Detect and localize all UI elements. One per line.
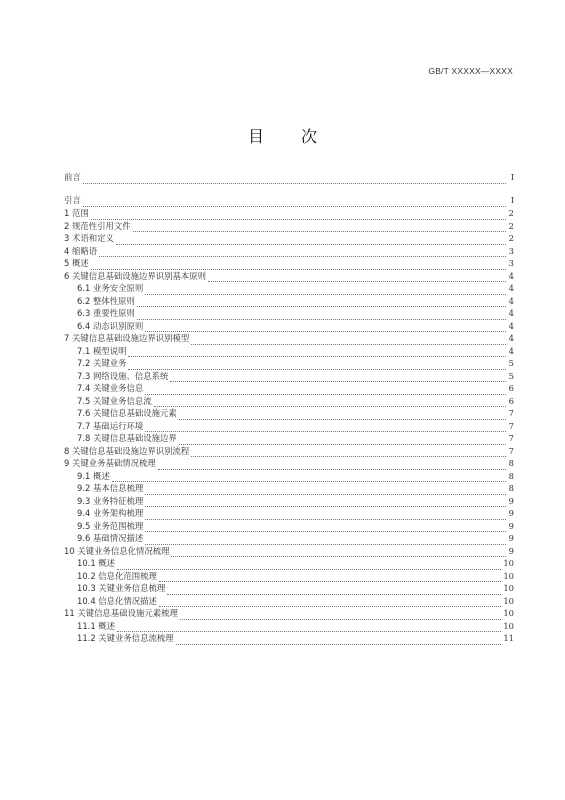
toc-page-number: 4 bbox=[508, 283, 514, 293]
dot-leader bbox=[145, 523, 506, 532]
dot-leader bbox=[179, 411, 506, 420]
dot-leader bbox=[159, 598, 501, 607]
toc-page-number: 2 bbox=[508, 208, 514, 218]
dot-leader bbox=[116, 236, 506, 245]
toc-page-number: 10 bbox=[503, 595, 514, 606]
toc-entry[interactable] bbox=[64, 607, 514, 620]
toc-entry-text: 11 关键信息基础设施元素梳理 bbox=[64, 608, 178, 618]
dot-leader bbox=[191, 448, 506, 457]
dot-leader bbox=[176, 636, 502, 645]
toc-page-number: 4 bbox=[508, 345, 514, 356]
dot-leader bbox=[91, 211, 506, 220]
dot-leader bbox=[167, 586, 501, 595]
dot-leader bbox=[170, 373, 506, 382]
dot-leader bbox=[128, 361, 506, 370]
toc-page-number: 7 bbox=[508, 420, 514, 431]
toc-entry[interactable] bbox=[64, 270, 514, 283]
toc-entry-text: 10.2 信息化范围梳理 bbox=[77, 570, 157, 581]
toc-entry[interactable] bbox=[64, 632, 514, 645]
toc-page-number: 4 bbox=[508, 308, 514, 318]
toc-page-number: 7 bbox=[508, 433, 514, 443]
toc-entry[interactable] bbox=[64, 520, 514, 533]
toc-entry-text: 10.1 概述 bbox=[77, 558, 116, 568]
dot-leader bbox=[145, 423, 506, 432]
toc-entry-text: 9.6 基础情况描述 bbox=[77, 533, 144, 543]
toc-entry-text: 7.5 关键业务信息流 bbox=[77, 395, 152, 406]
toc-entry-text: 9.3 业务特征梳理 bbox=[77, 495, 144, 506]
dot-leader bbox=[145, 486, 506, 495]
toc-page-number: 9 bbox=[508, 545, 514, 556]
toc-page-number: 7 bbox=[508, 445, 514, 456]
toc-entry[interactable] bbox=[64, 445, 514, 458]
toc-entry-text: 4 缩略语 bbox=[64, 245, 98, 256]
toc-entry[interactable] bbox=[64, 432, 514, 445]
toc-entry-text: 9.4 业务架构梳理 bbox=[77, 508, 144, 518]
dot-leader bbox=[128, 348, 506, 357]
toc-entry[interactable] bbox=[64, 295, 514, 308]
toc-page-number: 10 bbox=[503, 620, 514, 631]
dot-leader bbox=[133, 223, 506, 232]
toc-entry[interactable] bbox=[64, 495, 514, 508]
toc-entry-text: 9 关键业务基础情况梳理 bbox=[64, 458, 156, 468]
toc-entry-text: 9.2 基本信息梳理 bbox=[77, 483, 144, 493]
toc-entry[interactable] bbox=[64, 507, 514, 520]
toc-entry[interactable] bbox=[64, 245, 514, 258]
toc-entry-text: 3 术语和定义 bbox=[64, 233, 114, 243]
toc-page-number: 4 bbox=[508, 295, 514, 306]
toc-entry[interactable] bbox=[64, 557, 514, 570]
toc-entry[interactable] bbox=[64, 545, 514, 558]
toc-entry-text: 2 规范性引用文件 bbox=[64, 220, 131, 231]
toc-page-number: 6 bbox=[508, 383, 514, 393]
toc-entry-text: 6 关键信息基础设施边界识别基本原则 bbox=[64, 270, 206, 281]
toc-entry-text: 10.4 信息化情况描述 bbox=[77, 595, 157, 606]
page-title: 目 次 bbox=[247, 127, 334, 146]
toc-page-number: 9 bbox=[508, 508, 514, 518]
toc-entry[interactable] bbox=[64, 232, 514, 245]
toc-entry[interactable] bbox=[64, 320, 514, 333]
toc-page-number: 9 bbox=[508, 495, 514, 506]
dot-leader bbox=[145, 536, 506, 545]
toc-entry-text: 6.1 业务安全原则 bbox=[77, 283, 144, 293]
toc-entry[interactable] bbox=[64, 171, 514, 184]
dot-leader bbox=[145, 286, 506, 295]
toc-entry-text: 7.6 关键信息基础设施元素 bbox=[77, 408, 177, 418]
toc-page-number: 8 bbox=[508, 458, 514, 468]
dot-leader bbox=[99, 248, 506, 257]
toc-entry-text: 9.1 概述 bbox=[77, 470, 110, 481]
dot-leader bbox=[137, 311, 506, 320]
toc-page-number: 7 bbox=[508, 408, 514, 418]
dot-leader bbox=[208, 273, 506, 282]
table-of-contents bbox=[64, 171, 514, 645]
dot-leader bbox=[145, 498, 506, 507]
toc-entry[interactable] bbox=[64, 357, 514, 370]
toc-page-number: 4 bbox=[508, 333, 514, 343]
dot-leader bbox=[145, 386, 506, 395]
toc-entry-text: 6.2 整体性原则 bbox=[77, 295, 135, 306]
toc-entry-text: 引言 bbox=[64, 195, 81, 205]
dot-leader bbox=[112, 473, 506, 482]
toc-entry[interactable] bbox=[64, 470, 514, 483]
toc-page-number: 5 bbox=[508, 358, 514, 368]
dot-leader bbox=[83, 198, 506, 207]
toc-entry[interactable] bbox=[64, 194, 514, 207]
dot-leader bbox=[179, 436, 506, 445]
toc-page-number: 3 bbox=[508, 245, 514, 256]
toc-page-number: 11 bbox=[503, 633, 514, 643]
toc-page-number: 10 bbox=[503, 608, 514, 618]
toc-entry[interactable] bbox=[64, 482, 514, 495]
dot-leader bbox=[191, 336, 506, 345]
toc-entry[interactable] bbox=[64, 407, 514, 420]
toc-entry-text: 11.2 关键业务信息流梳理 bbox=[77, 633, 174, 643]
toc-entry-text: 6.3 重要性原则 bbox=[77, 308, 135, 318]
toc-page-number: 3 bbox=[508, 258, 514, 268]
toc-page-number: 4 bbox=[508, 270, 514, 281]
toc-entry-text: 6.4 动态识别原则 bbox=[77, 320, 144, 331]
dot-leader bbox=[117, 561, 501, 570]
dot-leader bbox=[180, 611, 502, 620]
toc-entry[interactable] bbox=[64, 532, 514, 545]
toc-entry-text: 10 关键业务信息化情况梳理 bbox=[64, 545, 170, 556]
dot-leader bbox=[159, 573, 501, 582]
toc-page-number: 8 bbox=[508, 483, 514, 493]
toc-page-number: 9 bbox=[508, 533, 514, 543]
toc-entry-text: 7.1 模型说明 bbox=[77, 345, 127, 356]
toc-entry[interactable] bbox=[64, 582, 514, 595]
toc-entry-text: 7.8 关键信息基础设施边界 bbox=[77, 433, 177, 443]
dot-leader bbox=[117, 623, 501, 632]
toc-page-number: 5 bbox=[508, 370, 514, 381]
dot-leader bbox=[137, 298, 506, 307]
toc-entry[interactable] bbox=[64, 457, 514, 470]
toc-page-number: 2 bbox=[508, 233, 514, 243]
toc-entry[interactable] bbox=[64, 332, 514, 345]
toc-entry-text: 7.7 基础运行环境 bbox=[77, 420, 144, 431]
toc-page-number: 8 bbox=[508, 470, 514, 481]
toc-entry-text: 7.2 关键业务 bbox=[77, 358, 127, 368]
toc-entry[interactable] bbox=[64, 382, 514, 395]
dot-leader bbox=[171, 548, 506, 557]
dot-leader bbox=[154, 398, 506, 407]
toc-entry[interactable] bbox=[64, 620, 514, 633]
dot-leader bbox=[83, 175, 506, 184]
toc-entry-text: 前言 bbox=[64, 172, 81, 182]
toc-entry[interactable] bbox=[64, 570, 514, 583]
toc-entry[interactable] bbox=[64, 282, 514, 295]
toc-entry[interactable] bbox=[64, 345, 514, 358]
toc-page-number: 10 bbox=[503, 558, 514, 568]
toc-entry-text: 11.1 概述 bbox=[77, 620, 116, 631]
toc-entry-text: 5 概述 bbox=[64, 258, 89, 268]
toc-page-number: 10 bbox=[503, 583, 514, 593]
toc-page-number: 9 bbox=[508, 520, 514, 531]
dot-leader bbox=[158, 461, 506, 470]
toc-page-number: 6 bbox=[508, 395, 514, 406]
toc-entry-text: 9.5 业务范围梳理 bbox=[77, 520, 144, 531]
toc-entry-text: 10.3 关键业务信息梳理 bbox=[77, 583, 166, 593]
toc-page-number: I bbox=[510, 195, 514, 205]
dot-leader bbox=[145, 511, 506, 520]
toc-entry[interactable] bbox=[64, 420, 514, 433]
toc-entry-text: 7 关键信息基础设施边界识别模型 bbox=[64, 333, 190, 343]
toc-page-number: I bbox=[510, 172, 514, 182]
toc-entry-text: 8 关键信息基础设施边界识别流程 bbox=[64, 445, 190, 456]
toc-entry[interactable] bbox=[64, 220, 514, 233]
toc-entry[interactable] bbox=[64, 207, 514, 220]
document-code: GB/T XXXXX—XXXX bbox=[428, 66, 513, 76]
toc-entry[interactable] bbox=[64, 257, 514, 270]
toc-entry[interactable] bbox=[64, 595, 514, 608]
toc-page-number: 10 bbox=[503, 570, 514, 581]
dot-leader bbox=[145, 323, 506, 332]
dot-leader bbox=[91, 261, 506, 270]
toc-entry[interactable] bbox=[64, 370, 514, 383]
toc-entry[interactable] bbox=[64, 307, 514, 320]
toc-entry-text: 7.4 关键业务信息 bbox=[77, 383, 144, 393]
toc-page-number: 2 bbox=[508, 220, 514, 231]
toc-entry-text: 7.3 网络设施、信息系统 bbox=[77, 370, 169, 381]
toc-entry[interactable] bbox=[64, 395, 514, 408]
toc-entry-text: 1 范围 bbox=[64, 208, 89, 218]
toc-page-number: 4 bbox=[508, 320, 514, 331]
